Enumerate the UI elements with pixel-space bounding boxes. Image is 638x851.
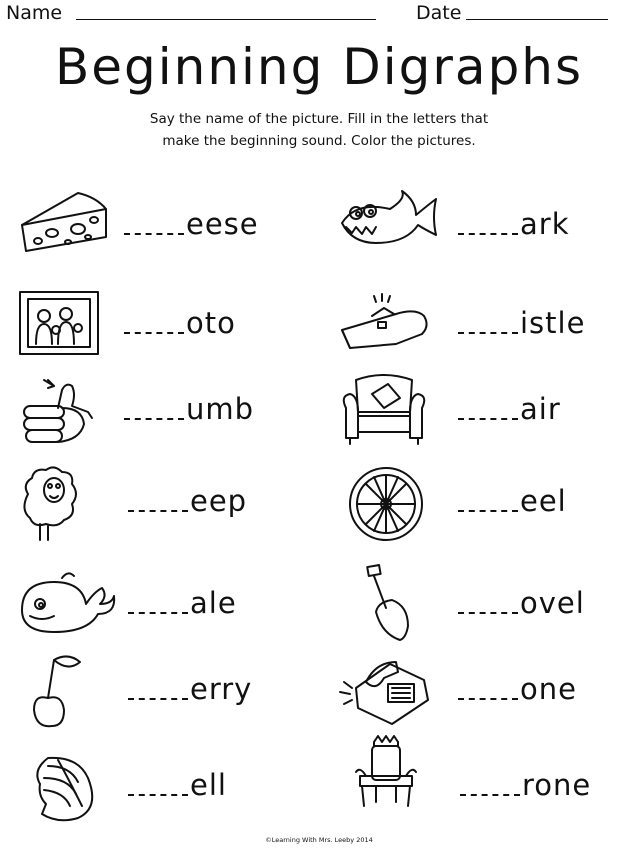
worksheet-item-cheese bbox=[18, 187, 318, 267]
worksheet-item-whale bbox=[18, 566, 318, 646]
cheese-icon bbox=[18, 187, 118, 267]
blank-line[interactable] bbox=[458, 231, 518, 235]
chair-icon bbox=[336, 372, 436, 452]
word-ending: istle bbox=[520, 306, 586, 340]
word-ending: oto bbox=[186, 306, 236, 340]
worksheet-item-chair bbox=[336, 372, 636, 452]
blank-line[interactable] bbox=[124, 231, 184, 235]
worksheet-item-shell bbox=[18, 748, 318, 828]
sheep-icon bbox=[18, 464, 118, 544]
blank-line[interactable] bbox=[128, 792, 188, 796]
instructions-line-1: Say the name of the picture. Fill in the letters that bbox=[149, 111, 489, 127]
blank-line[interactable] bbox=[128, 610, 188, 614]
worksheet-item-photo bbox=[18, 286, 318, 366]
word-ending: umb bbox=[186, 392, 255, 426]
word-ending: eel bbox=[520, 484, 567, 518]
word-ending: ovel bbox=[520, 586, 585, 620]
blank-line[interactable] bbox=[458, 330, 518, 334]
word-ending: air bbox=[520, 392, 561, 426]
worksheet-item-shark bbox=[336, 187, 636, 267]
name-field[interactable] bbox=[76, 19, 376, 20]
worksheet-item-thumb bbox=[18, 372, 318, 452]
word-ending: ell bbox=[190, 768, 227, 802]
word-ending: one bbox=[520, 672, 577, 706]
wheel-icon bbox=[336, 464, 436, 544]
blank-line[interactable] bbox=[460, 792, 520, 796]
word-ending: rone bbox=[522, 768, 592, 802]
copyright-credit: ©Learning With Mrs. Leeby 2014 bbox=[265, 836, 373, 844]
word-ending: eese bbox=[186, 207, 259, 241]
date-field[interactable] bbox=[466, 19, 608, 20]
phone-icon bbox=[336, 652, 436, 732]
whale-icon bbox=[18, 566, 118, 646]
worksheet-item-whistle bbox=[336, 286, 636, 366]
worksheet-item-throne bbox=[336, 732, 636, 812]
worksheet-item-wheel bbox=[336, 464, 636, 544]
instructions-line-2: make the beginning sound. Color the pictures. bbox=[162, 133, 476, 149]
worksheet-item-sheep bbox=[18, 464, 318, 544]
blank-line[interactable] bbox=[124, 416, 184, 420]
word-ending: ark bbox=[520, 207, 570, 241]
photo-icon bbox=[18, 286, 118, 366]
date-label: Date bbox=[416, 2, 462, 24]
blank-line[interactable] bbox=[458, 610, 518, 614]
shark-icon bbox=[336, 187, 436, 267]
worksheet-item-phone bbox=[336, 652, 636, 732]
cherry-icon bbox=[18, 652, 118, 732]
shovel-icon bbox=[336, 566, 436, 646]
worksheet-item-shovel bbox=[336, 566, 636, 646]
blank-line[interactable] bbox=[124, 330, 184, 334]
thumb-icon bbox=[18, 372, 118, 452]
blank-line[interactable] bbox=[128, 696, 188, 700]
shell-icon bbox=[18, 748, 118, 828]
name-label: Name bbox=[6, 2, 63, 24]
worksheet-item-cherry bbox=[18, 652, 318, 732]
blank-line[interactable] bbox=[458, 696, 518, 700]
throne-icon bbox=[336, 732, 436, 812]
blank-line[interactable] bbox=[458, 508, 518, 512]
word-ending: ale bbox=[190, 586, 237, 620]
whistle-icon bbox=[336, 286, 436, 366]
word-ending: erry bbox=[190, 672, 253, 706]
blank-line[interactable] bbox=[458, 416, 518, 420]
page-title: Beginning Digraphs bbox=[54, 38, 584, 96]
word-ending: eep bbox=[190, 484, 248, 518]
blank-line[interactable] bbox=[128, 508, 188, 512]
